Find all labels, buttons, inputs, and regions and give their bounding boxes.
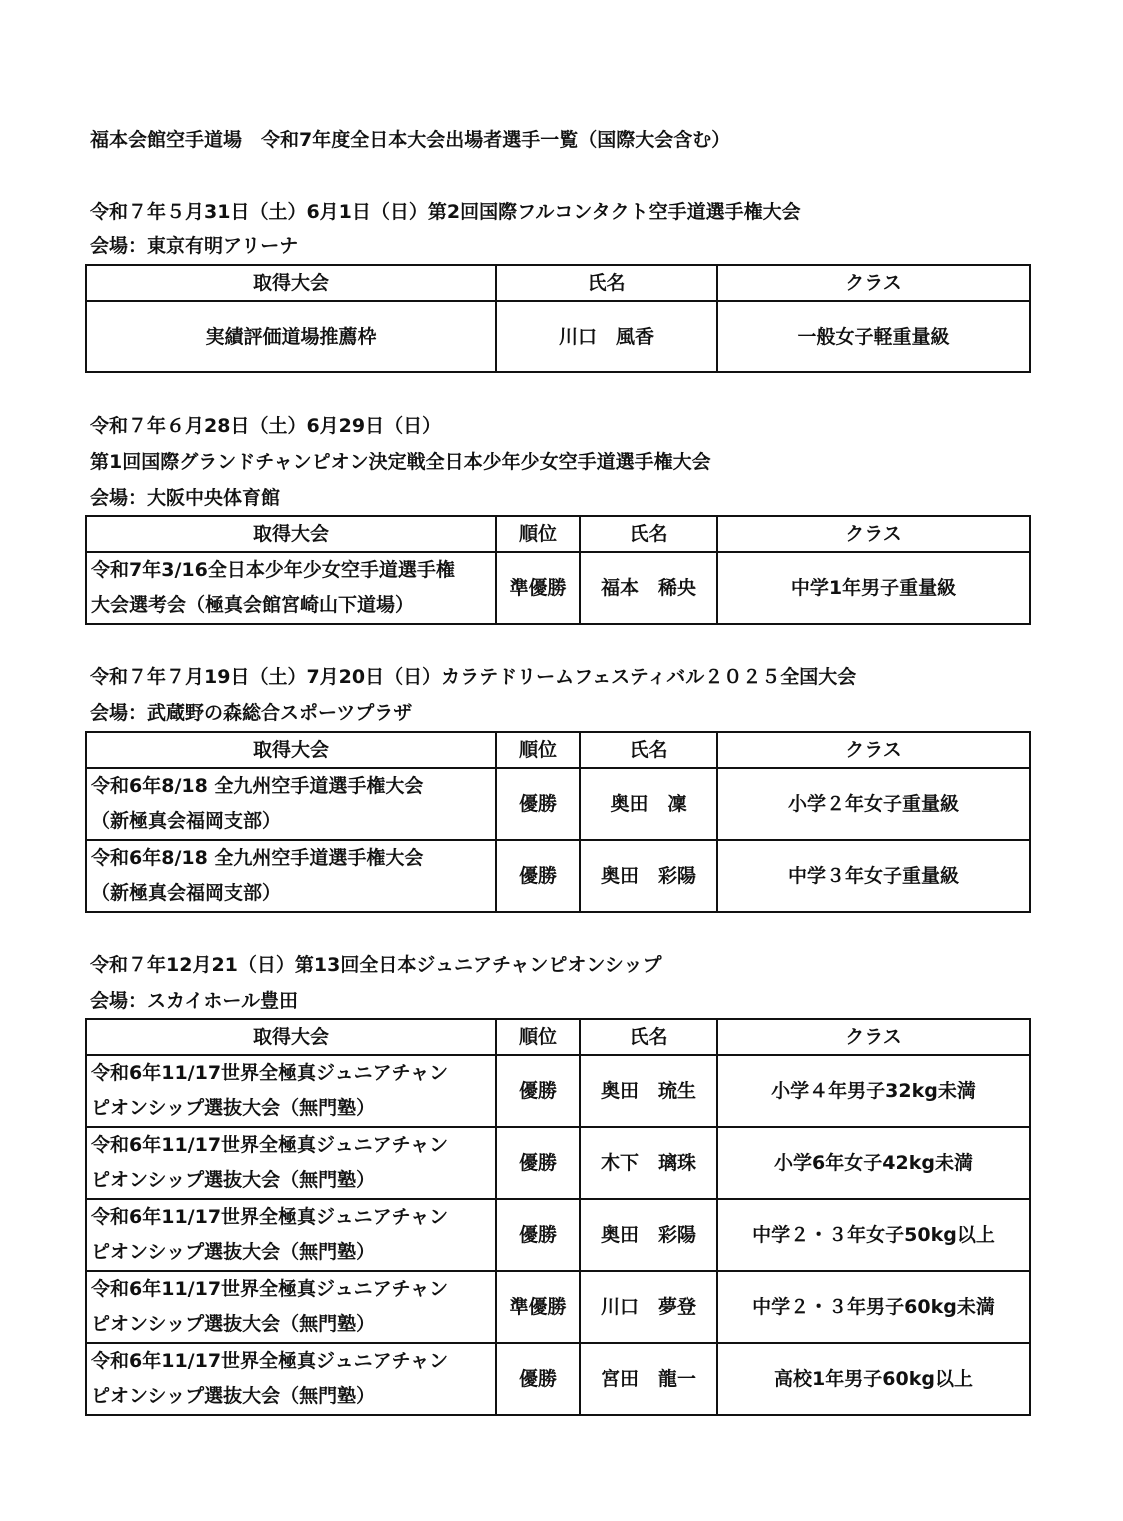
cell-class: 高校1年男子60kg以上 (717, 1343, 1030, 1415)
event-4-venue: 会場：スカイホール豊田 (90, 990, 299, 1012)
cell-rank: 優勝 (496, 768, 580, 840)
cell-tournament-line1: 令和6年11/17世界全極真ジュニアチャン (91, 1350, 449, 1372)
cell-tournament-line1: 令和6年11/17世界全極真ジュニアチャン (91, 1206, 449, 1228)
document-title: 福本会館空手道場 令和7年度全日本大会出場者選手一覧（国際大会含む） (90, 129, 731, 151)
cell-rank: 優勝 (496, 840, 580, 912)
cell-tournament-line1: 令和6年11/17世界全極真ジュニアチャン (91, 1134, 449, 1156)
event-2-venue: 会場：大阪中央体育館 (90, 487, 281, 509)
table-row (86, 768, 1030, 840)
table-row (86, 1343, 1030, 1415)
cell-rank: 優勝 (496, 1127, 580, 1199)
cell-name: 福本 稀央 (580, 552, 717, 624)
cell-tournament-line1: 令和6年8/18 全九州空手道選手権大会 (91, 847, 424, 869)
header-name: 氏名 (580, 516, 717, 552)
cell-name: 奥田 琉生 (580, 1055, 717, 1127)
event-3-date: 令和７年７月19日（土）7月20日（日）カラテドリームフェスティバル２０２５全国大会 (90, 666, 857, 688)
cell-class: 一般女子軽重量級 (717, 301, 1030, 372)
cell-tournament-line1: 令和6年8/18 全九州空手道選手権大会 (91, 775, 424, 797)
cell-rank: 優勝 (496, 1343, 580, 1415)
cell-tournament (86, 768, 496, 840)
header-class: クラス (717, 1019, 1030, 1055)
cell-name: 木下 璃珠 (580, 1127, 717, 1199)
header-tournament: 取得大会 (86, 732, 496, 768)
cell-tournament-line2: ピオンシップ選抜大会（無門塾） (91, 1097, 376, 1119)
cell-class: 中学２・３年女子50kg以上 (717, 1199, 1030, 1271)
header-name: 氏名 (580, 732, 717, 768)
header-rank: 順位 (496, 1019, 580, 1055)
cell-tournament-line2: （新極真会福岡支部） (91, 810, 282, 832)
cell-tournament (86, 840, 496, 912)
cell-tournament (86, 1343, 496, 1415)
table-row (86, 1271, 1030, 1343)
event-4-date: 令和７年12月21（日）第13回全日本ジュニアチャンピオンシップ (90, 954, 662, 976)
cell-rank: 優勝 (496, 1199, 580, 1271)
cell-rank: 優勝 (496, 1055, 580, 1127)
header-tournament: 取得大会 (86, 265, 496, 301)
cell-class: 中学３年女子重量級 (717, 840, 1030, 912)
cell-name: 宮田 龍一 (580, 1343, 717, 1415)
cell-name: 川口 風香 (496, 301, 717, 372)
cell-tournament (86, 1271, 496, 1343)
event-2-title: 第1回国際グランドチャンピオン決定戦全日本少年少女空手道選手権大会 (90, 451, 711, 473)
cell-tournament-line1: 令和6年11/17世界全極真ジュニアチャン (91, 1278, 449, 1300)
cell-class: 小学２年女子重量級 (717, 768, 1030, 840)
table-header-row (86, 732, 1030, 768)
table-row (86, 1127, 1030, 1199)
event-3-table (85, 731, 1031, 913)
header-rank: 順位 (496, 732, 580, 768)
cell-tournament-line2: ピオンシップ選抜大会（無門塾） (91, 1385, 376, 1407)
header-tournament: 取得大会 (86, 1019, 496, 1055)
table-row (86, 840, 1030, 912)
event-1-table (85, 264, 1031, 373)
cell-tournament-line1: 令和6年11/17世界全極真ジュニアチャン (91, 1062, 449, 1084)
table-row (86, 1055, 1030, 1127)
event-2-date: 令和７年６月28日（土）6月29日（日） (90, 415, 442, 437)
cell-tournament-line2: ピオンシップ選抜大会（無門塾） (91, 1313, 376, 1335)
cell-tournament-line2: ピオンシップ選抜大会（無門塾） (91, 1241, 376, 1263)
cell-tournament-line2: ピオンシップ選抜大会（無門塾） (91, 1169, 376, 1191)
cell-class: 小学４年男子32kg未満 (717, 1055, 1030, 1127)
cell-tournament (86, 1127, 496, 1199)
table-row (86, 1199, 1030, 1271)
event-2-table (85, 515, 1031, 625)
event-4-table (85, 1018, 1031, 1416)
cell-tournament (86, 552, 496, 624)
header-rank: 順位 (496, 516, 580, 552)
cell-tournament-line2: （新極真会福岡支部） (91, 882, 282, 904)
table-row (86, 301, 1030, 372)
cell-tournament-line1: 令和7年3/16全日本少年少女空手道選手権 (91, 559, 455, 581)
table-row (86, 552, 1030, 624)
cell-rank: 準優勝 (496, 1271, 580, 1343)
header-class: クラス (717, 732, 1030, 768)
event-1-date: 令和７年５月31日（土）6月1日（日）第2回国際フルコンタクト空手道選手権大会 (90, 201, 801, 223)
cell-class: 中学２・３年男子60kg未満 (717, 1271, 1030, 1343)
event-3-venue: 会場：武蔵野の森総合スポーツプラザ (90, 702, 413, 724)
header-class: クラス (717, 516, 1030, 552)
header-name: 氏名 (496, 265, 717, 301)
header-name: 氏名 (580, 1019, 717, 1055)
cell-tournament (86, 1199, 496, 1271)
cell-name: 奥田 彩陽 (580, 1199, 717, 1271)
cell-class: 中学1年男子重量級 (717, 552, 1030, 624)
cell-name: 川口 夢登 (580, 1271, 717, 1343)
cell-tournament-line2: 大会選考会（極真会館宮崎山下道場） (91, 594, 415, 616)
event-1-venue: 会場：東京有明アリーナ (90, 235, 299, 257)
header-class: クラス (717, 265, 1030, 301)
table-header-row (86, 1019, 1030, 1055)
table-header-row (86, 265, 1030, 301)
cell-tournament: 実績評価道場推薦枠 (86, 301, 496, 372)
table-header-row (86, 516, 1030, 552)
header-tournament: 取得大会 (86, 516, 496, 552)
cell-rank: 準優勝 (496, 552, 580, 624)
cell-name: 奥田 凜 (580, 768, 717, 840)
cell-name: 奥田 彩陽 (580, 840, 717, 912)
cell-tournament (86, 1055, 496, 1127)
cell-class: 小学6年女子42kg未満 (717, 1127, 1030, 1199)
